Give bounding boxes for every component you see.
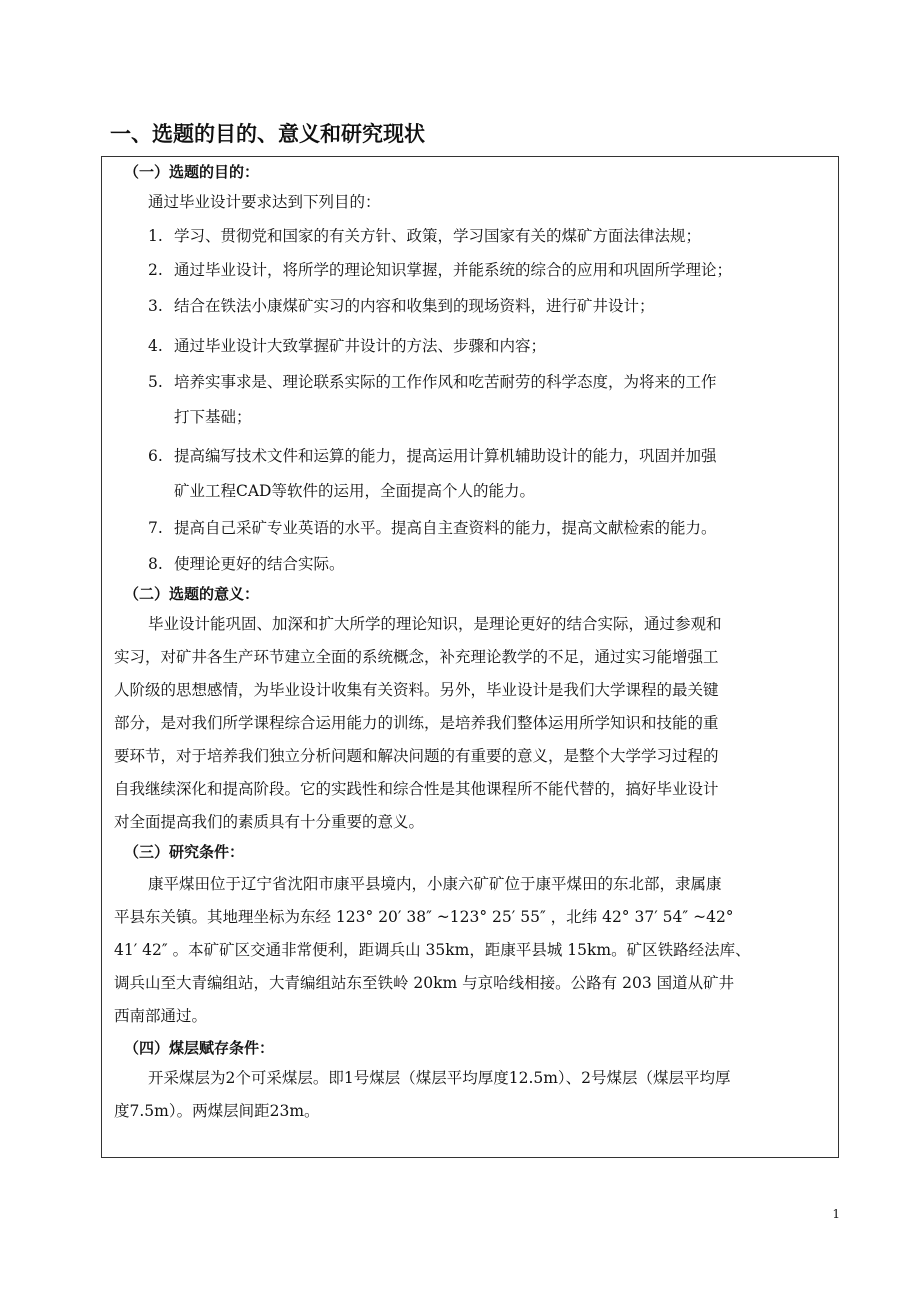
- list-text: 学习、贯彻党和国家的有关方针、政策，学习国家有关的煤矿方面法律法规；: [174, 227, 702, 245]
- section-heading-coal-seams: （四）煤层赋存条件：: [124, 1039, 275, 1057]
- list-item: [102, 513, 838, 543]
- list-number: 3.: [148, 297, 163, 315]
- paragraph-line: 实习，对矿井各生产环节建立全面的系统概念，补充理论教学的不足，通过实习能增强工: [114, 648, 719, 666]
- list-item: [102, 255, 838, 285]
- paragraph-line: 对全面提高我们的素质具有十分重要的意义。: [114, 813, 425, 831]
- list-text: 通过毕业设计，将所学的理论知识掌握，并能系统的综合的应用和巩固所学理论；: [174, 261, 733, 279]
- list-number: 5.: [148, 373, 163, 391]
- content-box: [101, 156, 839, 1158]
- list-text: 提高自己采矿专业英语的水平。提高自主查资料的能力，提高文献检索的能力。: [174, 519, 717, 537]
- section-heading-conditions: （三）研究条件：: [124, 843, 245, 861]
- paragraph-line: 41′ 42″ 。本矿矿区交通非常便利，距调兵山 35km，距康平县城 15km。矿区铁路经法库、: [114, 941, 751, 959]
- paragraph-line: 毕业设计能巩固、加深和扩大所学的理论知识，是理论更好的结合实际，通过参观和: [148, 615, 722, 633]
- list-number: 7.: [148, 519, 163, 537]
- section-intro: 通过毕业设计要求达到下列目的：: [148, 193, 381, 211]
- paragraph-line: 康平煤田位于辽宁省沈阳市康平县境内，小康六矿矿位于康平煤田的东北部，隶属康: [148, 875, 722, 893]
- list-text: 提高编写技术文件和运算的能力，提高运用计算机辅助设计的能力，巩固并加强: [174, 447, 717, 465]
- paragraph-line: 部分，是对我们所学课程综合运用能力的训练，是培养我们整体运用所学知识和技能的重: [114, 714, 719, 732]
- list-item: [102, 291, 838, 321]
- list-text: 通过毕业设计大致掌握矿井设计的方法、步骤和内容；: [174, 337, 547, 355]
- list-text: 结合在铁法小康煤矿实习的内容和收集到的现场资料，进行矿井设计；: [174, 297, 655, 315]
- list-number: 1.: [148, 227, 163, 245]
- paragraph-line: 要环节，对于培养我们独立分析问题和解决问题的有重要的意义，是整个大学学习过程的: [114, 747, 719, 765]
- paragraph-line: 人阶级的思想感情，为毕业设计收集有关资料。另外，毕业设计是我们大学课程的最关键: [114, 681, 719, 699]
- list-number: 4.: [148, 337, 163, 355]
- list-text: 培养实事求是、理论联系实际的工作作风和吃苦耐劳的科学态度，为将来的工作: [174, 373, 717, 391]
- list-item-continuation: 矿业工程CAD等软件的运用，全面提高个人的能力。: [174, 482, 535, 500]
- paragraph-line: 开采煤层为2个可采煤层。即1号煤层（煤层平均厚度12.5m）、2号煤层（煤层平均厚: [148, 1069, 731, 1087]
- list-number: 8.: [148, 555, 163, 573]
- list-text: 使理论更好的结合实际。: [174, 555, 345, 573]
- list-item: [102, 549, 838, 579]
- list-item-continuation: 打下基础；: [174, 408, 252, 426]
- list-number: 6.: [148, 447, 163, 465]
- section-heading-purpose: （一）选题的目的：: [124, 163, 260, 181]
- page-title: 一、选题的目的、意义和研究现状: [110, 122, 425, 146]
- list-number: 2.: [148, 261, 163, 279]
- paragraph-line: 西南部通过。: [114, 1007, 208, 1025]
- paragraph-line: 度7.5m）。两煤层间距23m。: [114, 1102, 320, 1120]
- paragraph-line: 调兵山至大青编组站，大青编组站东至铁岭 20km 与京哈线相接。公路有 203 国道从矿井: [114, 974, 735, 992]
- page-number: 1: [832, 1207, 840, 1221]
- list-item: [102, 441, 838, 471]
- paragraph-line: 自我继续深化和提高阶段。它的实践性和综合性是其他课程所不能代替的，搞好毕业设计: [114, 780, 719, 798]
- list-item: [102, 367, 838, 397]
- list-item: [102, 221, 838, 251]
- section-heading-significance: （二）选题的意义：: [124, 585, 260, 603]
- list-item: [102, 331, 838, 361]
- paragraph-line: 平县东关镇。其地理坐标为东经 123° 20′ 38″ ~123° 25′ 55″ ，北纬 42° 37′ 54″ ~42°: [114, 908, 734, 926]
